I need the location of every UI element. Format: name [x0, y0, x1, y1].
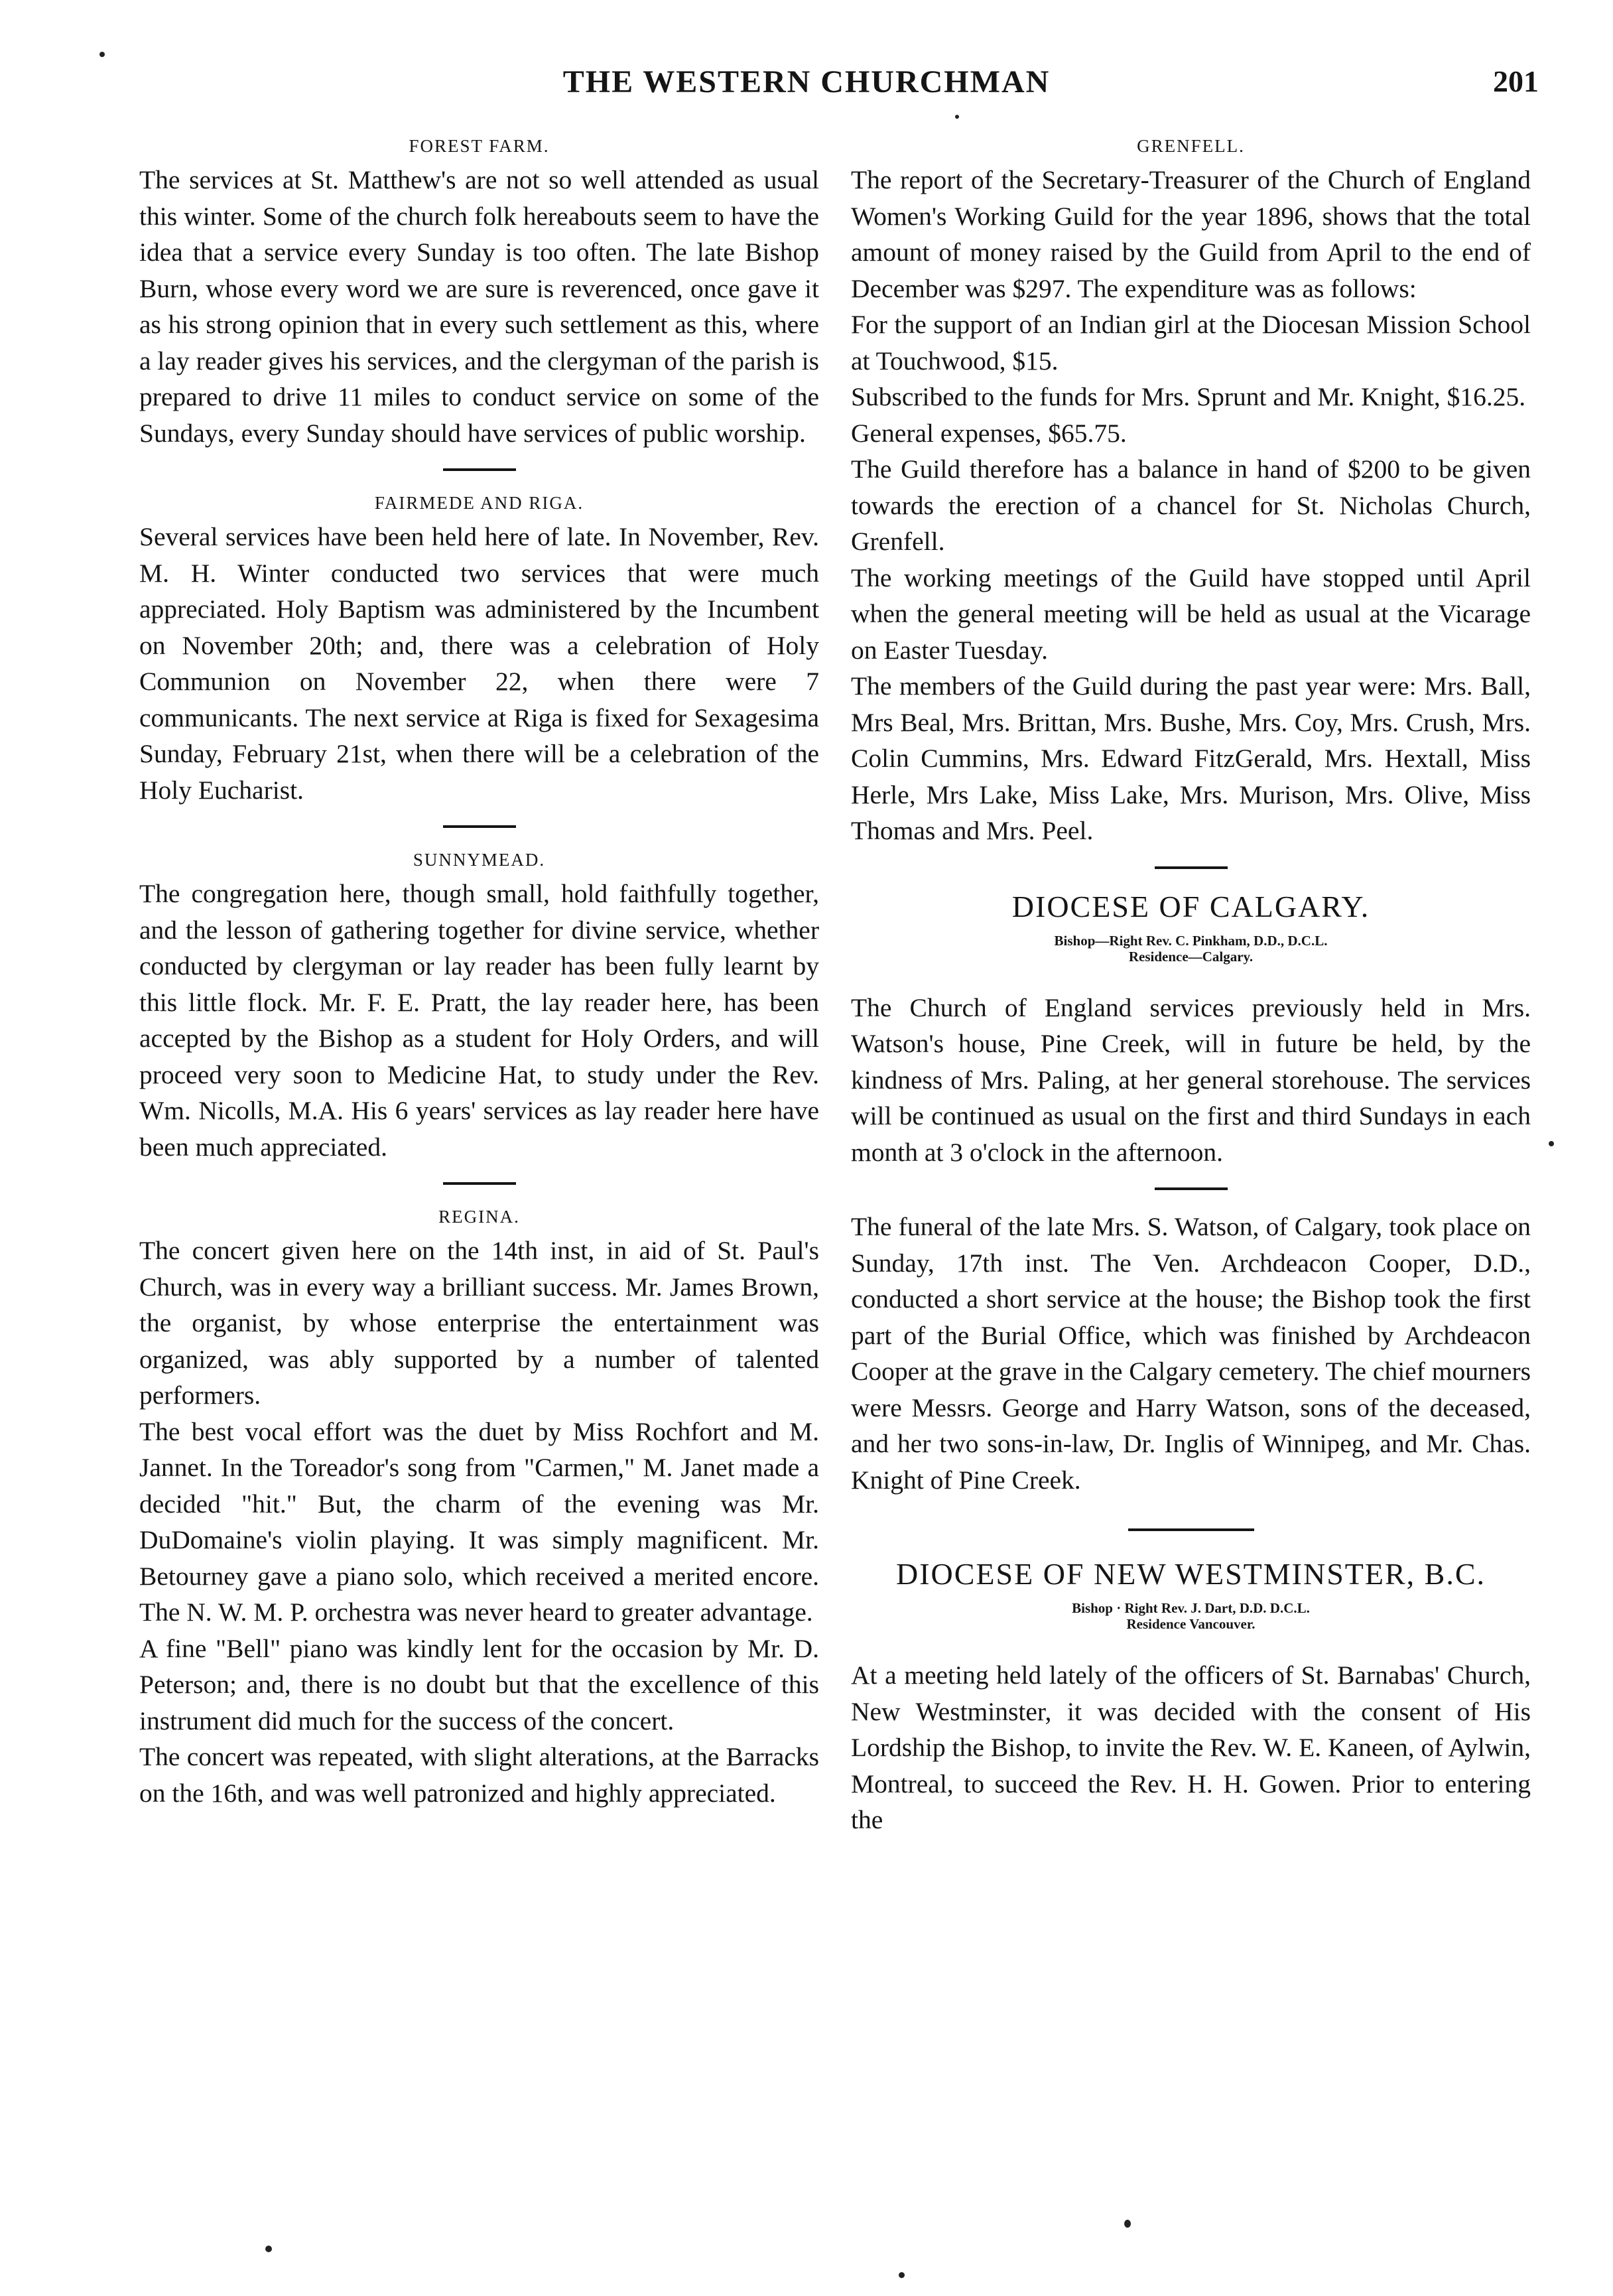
section-divider: [443, 825, 516, 828]
paragraph: The concert was repeated, with slight alterations, at the Barracks on the 16th, and was well patronized and highly appreciated.: [139, 1742, 819, 1808]
paragraph: The congregation here, though small, hold faithfully together, and the lesson of gathering together for divine service, whether conducted by clergyman or lay reader has been fully learnt by this little flock. Mr. F. E. Pratt, the lay reader here, has been accepted by the Bishop as a student for Holy Orders, and will proceed very soon to Medicine Hat, to study under the Rev. Wm. Nicolls, M.A. His 6 years' services as lay reader here have been much appreciated.: [139, 879, 819, 1162]
residence-line: Residence Vancouver.: [1126, 1616, 1256, 1632]
paragraph: A fine "Bell" piano was kindly lent for the occasion by Mr. D. Peterson; and, there is no doubt but that the excellence of this instrument did much for the success of the concert.: [139, 1633, 819, 1735]
paragraph: At a meeting held lately of the officers of St. Barnabas' Church, New Westminster, it was decided with the consent of His Lordship the Bishop, to invite the Rev. W. E. Kaneen, of Aylwin, Montreal, to succeed the Rev. H. H. Gowen. Prior to entering the: [851, 1660, 1531, 1834]
section-regina: [139, 1203, 819, 1811]
paragraph: The report of the Secretary-Treasurer of the Church of England Women's Working Guild for the year 1896, shows that the total amount of money raised by the Guild from April to the end of December was $297. The expenditure was as follows:: [851, 165, 1531, 303]
diocese-title: DIOCESE OF CALGARY.: [1011, 889, 1370, 923]
section-divider: [443, 468, 516, 471]
section-heading: FAIRMEDE AND RIGA.: [374, 493, 584, 513]
diocese-details: [851, 1600, 1531, 1632]
paragraph: The funeral of the late Mrs. S. Watson, of Calgary, took place on Sunday, 17th inst. The Ven. Archdeacon Cooper, D.D., conducted a short service at the house; the Bishop took the first part of the Burial Office, which was finished by Archdeacon Cooper at the grave in the Calgary cemetery. The chief mourners were Messrs. George and Harry Watson, sons of the deceased, and her two sons-in-law, Dr. Inglis of Winnipeg, and Mr. Chas. Knight of Pine Creek.: [851, 1212, 1531, 1495]
print-speck: [955, 115, 959, 119]
section-forest-farm: [139, 133, 819, 451]
paragraph: Subscribed to the funds for Mrs. Sprunt and Mr. Knight, $16.25.: [851, 382, 1526, 411]
section-sunnymead: [139, 846, 819, 1165]
print-speck: [1549, 1141, 1554, 1146]
section-heading: FOREST FARM.: [409, 136, 550, 156]
section-heading: GRENFELL.: [1137, 136, 1245, 156]
section-heading: REGINA.: [438, 1207, 520, 1227]
residence-line: Residence—Calgary.: [1128, 948, 1254, 965]
spacer: [851, 965, 1531, 990]
bishop-line: Bishop · Right Rev. J. Dart, D.D. D.C.L.: [1072, 1600, 1310, 1616]
section-diocese-calgary: [851, 888, 1531, 1499]
paragraph: The concert given here on the 14th inst, in aid of St. Paul's Church, was in every way a brilliant success. Mr. James Brown, the organist, by whose enterprise the entertainment was organized, was ably supported by a number of talented performers.: [139, 1236, 819, 1410]
spacer: [851, 1632, 1531, 1657]
masthead: THE WESTERN CHURCHMAN: [562, 64, 1051, 100]
bishop-line: Bishop—Right Rev. C. Pinkham, D.D., D.C.L.: [1054, 932, 1328, 949]
running-head: [0, 64, 1613, 117]
section-divider: [443, 1182, 516, 1185]
paragraph: The Church of England services previously held in Mrs. Watson's house, Pine Creek, will in future be held, by the kindness of Mrs. Paling, at her general storehouse. The services will be continued as usual on the first and third Sundays in each month at 3 o'clock in the afternoon.: [851, 992, 1531, 1167]
left-column: [139, 133, 819, 1811]
print-speck: [99, 52, 105, 57]
page-number: 201: [1493, 64, 1539, 98]
right-column: [851, 133, 1531, 1838]
diocese-title: DIOCESE OF NEW WESTMINSTER, B.C.: [895, 1557, 1486, 1591]
paragraph: Several services have been held here of late. In November, Rev. M. H. Winter conducted two services that were much appreciated. Holy Baptism was administered by the Incumbent on November 20th; and, there was a celebration of Holy Communion on November 22, when there were 7 communicants. The next service at Riga is fixed for Sexagesima Sunday, February 21st, when there will be a celebration of the Holy Eucharist.: [139, 522, 819, 805]
diocese-details: [851, 933, 1531, 965]
paragraph: The working meetings of the Guild have stopped until April when the general meeting will be held as usual at the Vicarage on Easter Tuesday.: [851, 563, 1531, 665]
paragraph: General expenses, $65.75.: [851, 418, 1127, 448]
section-diocese-new-westminster: [851, 1555, 1531, 1838]
print-speck: [265, 2246, 272, 2252]
section-heading: SUNNYMEAD.: [413, 850, 546, 870]
paragraph: The Guild therefore has a balance in hand of $200 to be given towards the erection of a chancel for St. Nicholas Church, Grenfell.: [851, 454, 1531, 556]
paragraph: The members of the Guild during the past year were: Mrs. Ball, Mrs Beal, Mrs. Brittan, Mrs. Bushe, Mrs. Coy, Mrs. Crush, Mrs. Colin Cummins, Mrs. Edward FitzGerald, Mrs. Hextall, Miss Herle, Mrs Lake, Miss Lake, Mrs. Murison, Mrs. Olive, Miss Thomas and Mrs. Peel.: [851, 671, 1531, 845]
section-grenfell: [851, 133, 1531, 849]
section-divider: [1155, 1187, 1228, 1190]
section-divider: [1128, 1528, 1254, 1531]
section-divider: [1155, 866, 1228, 869]
paragraph: For the support of an Indian girl at the Diocesan Mission School at Touchwood, $15.: [851, 310, 1531, 375]
print-speck: [899, 2272, 905, 2278]
paragraph: The services at St. Matthew's are not so well attended as usual this winter. Some of the church folk hereabouts seem to have the idea that a service every Sunday is too often. The late Bishop Burn, whose every word we are sure is reverenced, once gave it as his strong opinion that in every such settlement as this, where a lay reader gives his services, and the clergyman of the parish is prepared to drive 11 miles to conduct service on some of the Sundays, every Sunday should have services of public worship.: [139, 165, 819, 448]
paragraph: The best vocal effort was the duet by Miss Rochfort and M. Jannet. In the Toreador's song from "Carmen," M. Janet made a decided "hit." But, the charm of the evening was Mr. DuDomaine's violin playing. It was simply magnificent. Mr. Betourney gave a piano solo, which received a merited encore. The N. W. M. P. orchestra was never heard to greater advantage.: [139, 1416, 819, 1627]
section-fairmede: [139, 490, 819, 808]
print-speck: [1124, 2220, 1131, 2228]
